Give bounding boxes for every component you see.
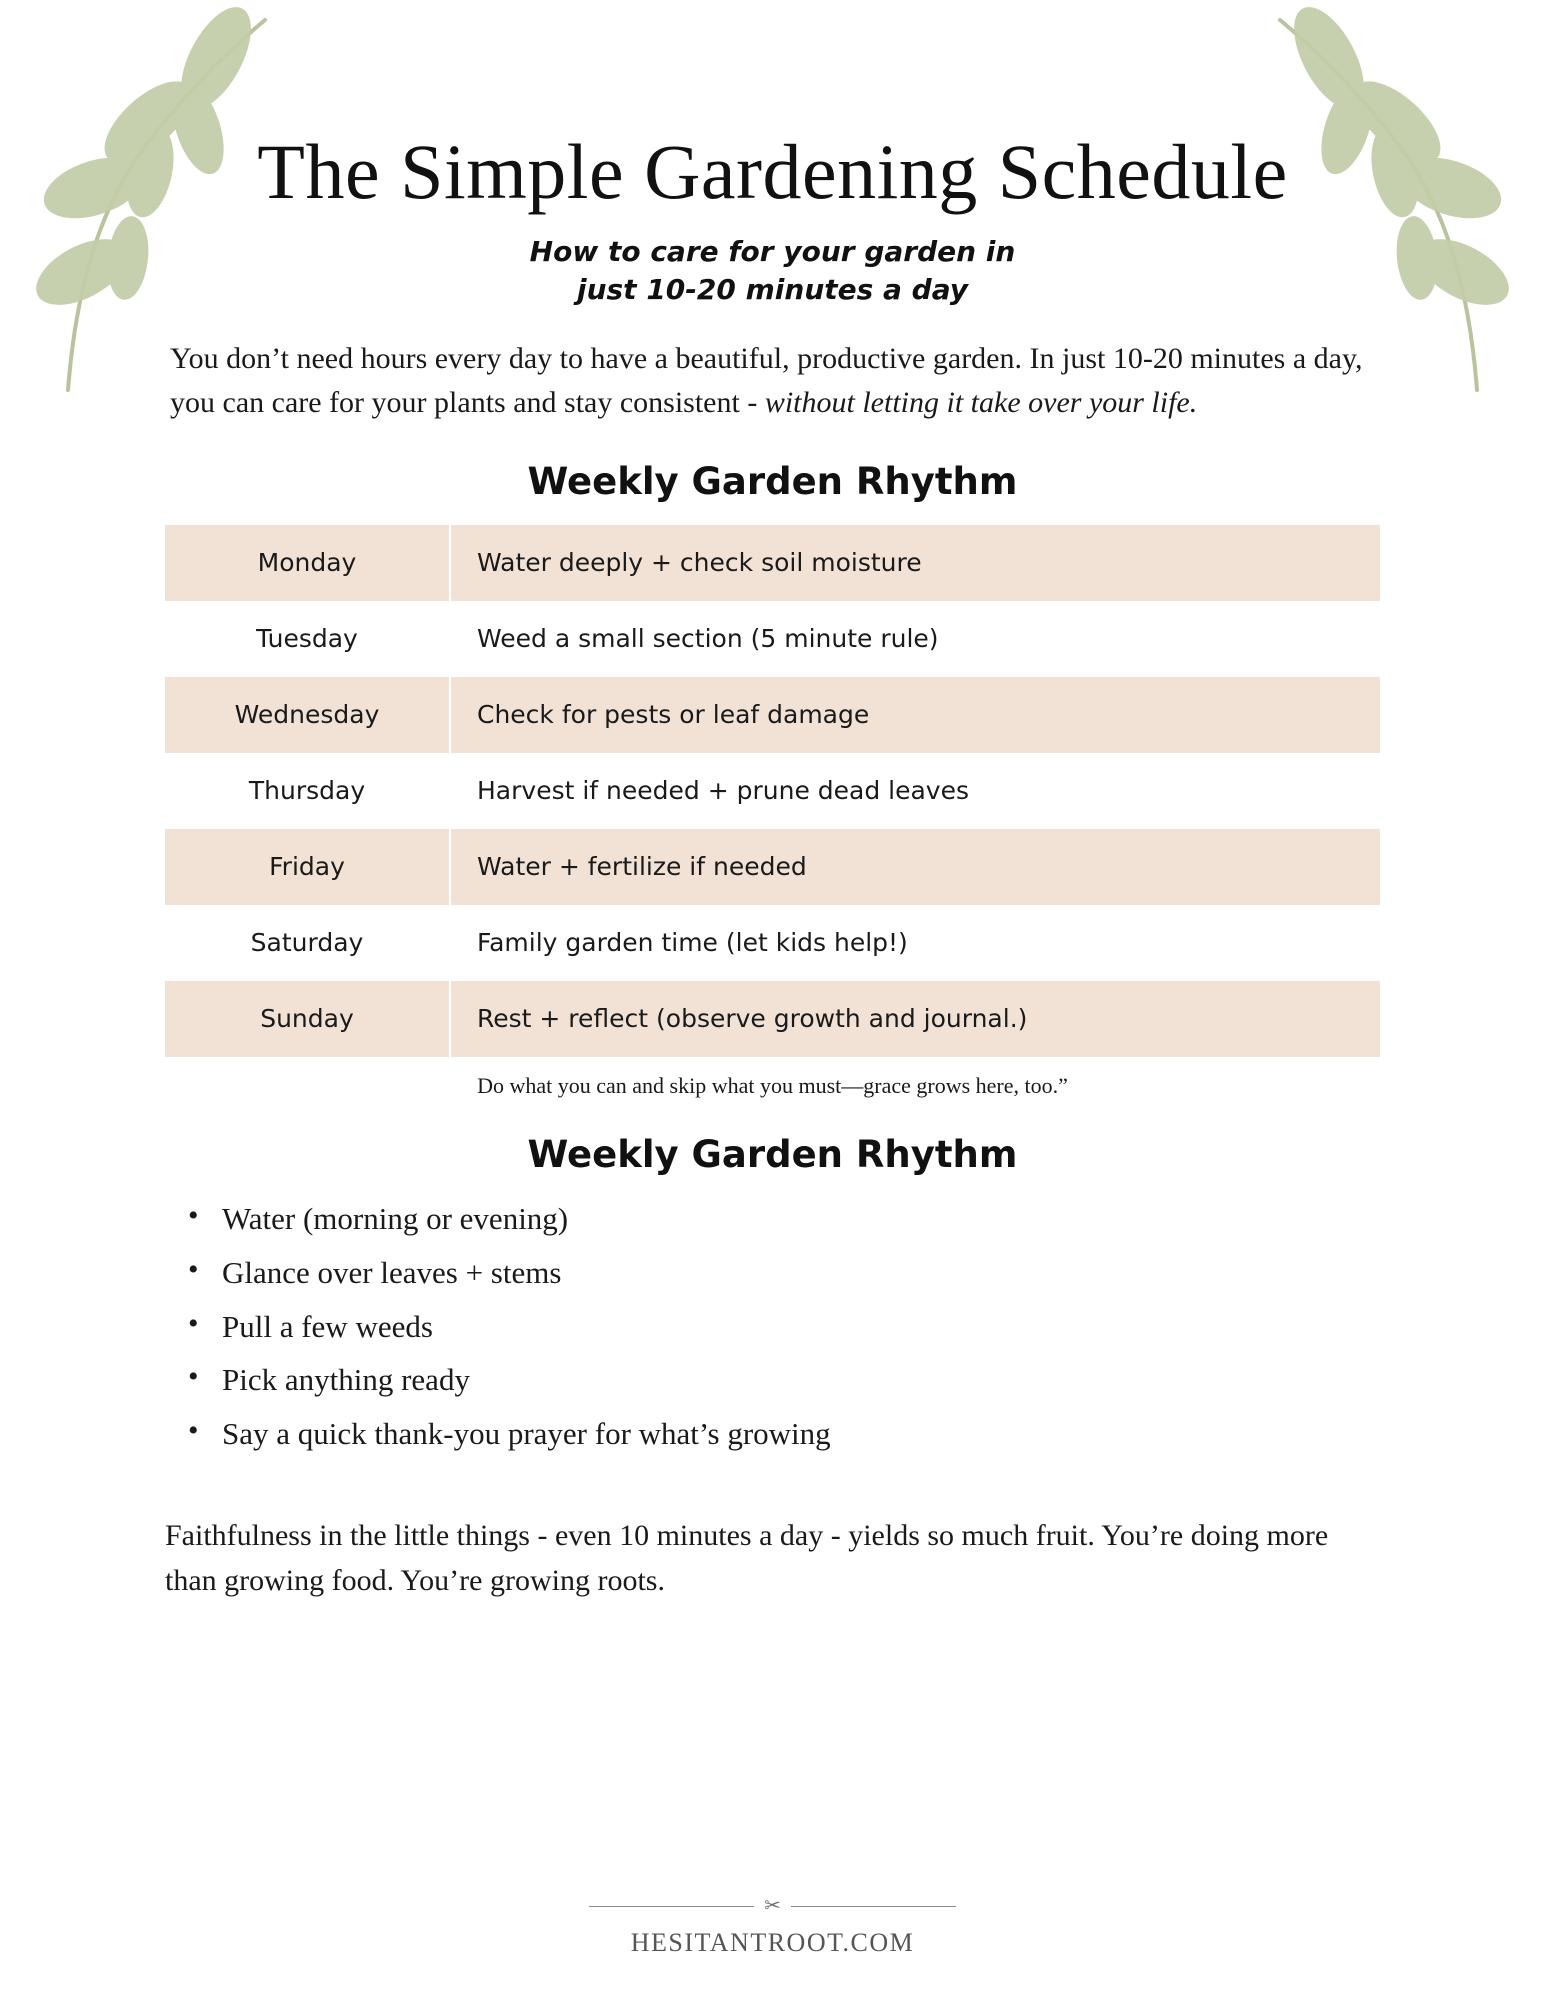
table-cell-day: Sunday xyxy=(165,981,450,1057)
list-item: • Say a quick thank-you prayer for what’s growing xyxy=(170,1413,1375,1467)
table-cell-day: Monday xyxy=(165,525,450,601)
table-row xyxy=(165,601,1380,677)
table-cell-task: Check for pests or leaf damage xyxy=(450,677,1380,753)
table-cell-task: Water + fertilize if needed xyxy=(450,829,1380,905)
table-cell-day: Friday xyxy=(165,829,450,905)
page-footer xyxy=(0,1896,1545,1958)
divider-line-right xyxy=(791,1906,956,1907)
page-subtitle xyxy=(0,233,1545,309)
table-note: Do what you can and skip what you must—grace grows here, too.” xyxy=(477,1072,1068,1098)
table-cell-task: Weed a small section (5 minute rule) xyxy=(450,601,1380,677)
scissors-icon: ✂ xyxy=(764,1895,781,1917)
table-row xyxy=(165,905,1380,981)
subtitle-line-1: How to care for your garden in xyxy=(529,235,1016,269)
daily-checklist xyxy=(170,1198,1375,1467)
list-item: • Water (morning or evening) xyxy=(170,1198,1375,1252)
table-cell-task: Rest + reflect (observe growth and journal.) xyxy=(450,981,1380,1057)
table-cell-task: Family garden time (let kids help!) xyxy=(450,905,1380,981)
table-cell-day: Thursday xyxy=(165,753,450,829)
intro-paragraph xyxy=(170,337,1375,426)
table-cell-task: Water deeply + check soil moisture xyxy=(450,525,1380,601)
table-row xyxy=(165,525,1380,601)
footer-site-name: HESITANTROOT.COM xyxy=(630,1928,915,1957)
intro-text: You don’t need hours every day to have a beautiful, productive garden. In just 10-20 minutes a day, you can care for your plants and stay consistent - xyxy=(170,342,1363,420)
table-cell-day: Tuesday xyxy=(165,601,450,677)
table-row xyxy=(165,677,1380,753)
page-title: The Simple Gardening Schedule xyxy=(257,128,1288,215)
intro-emphasis: without letting it take over your life. xyxy=(764,386,1198,420)
table-cell-day: Saturday xyxy=(165,905,450,981)
list-item: • Pick anything ready xyxy=(170,1359,1375,1413)
divider-line-left xyxy=(589,1906,754,1907)
list-item: • Glance over leaves + stems xyxy=(170,1252,1375,1306)
weekly-schedule-table xyxy=(165,525,1380,1057)
list-item: • Pull a few weeds xyxy=(170,1306,1375,1360)
closing-paragraph: Faithfulness in the little things - even 10 minutes a day - yields so much fruit. You’re doing more than growing food. You’re growing roots. xyxy=(165,1519,1329,1598)
table-cell-task: Harvest if needed + prune dead leaves xyxy=(450,753,1380,829)
subtitle-line-2: just 10-20 minutes a day xyxy=(576,273,969,307)
schedule-heading: Weekly Garden Rhythm xyxy=(527,459,1018,503)
footer-divider xyxy=(0,1896,1545,1916)
table-row xyxy=(165,829,1380,905)
table-cell-day: Wednesday xyxy=(165,677,450,753)
table-row xyxy=(165,753,1380,829)
checklist-heading: Weekly Garden Rhythm xyxy=(527,1132,1018,1176)
table-row xyxy=(165,981,1380,1057)
